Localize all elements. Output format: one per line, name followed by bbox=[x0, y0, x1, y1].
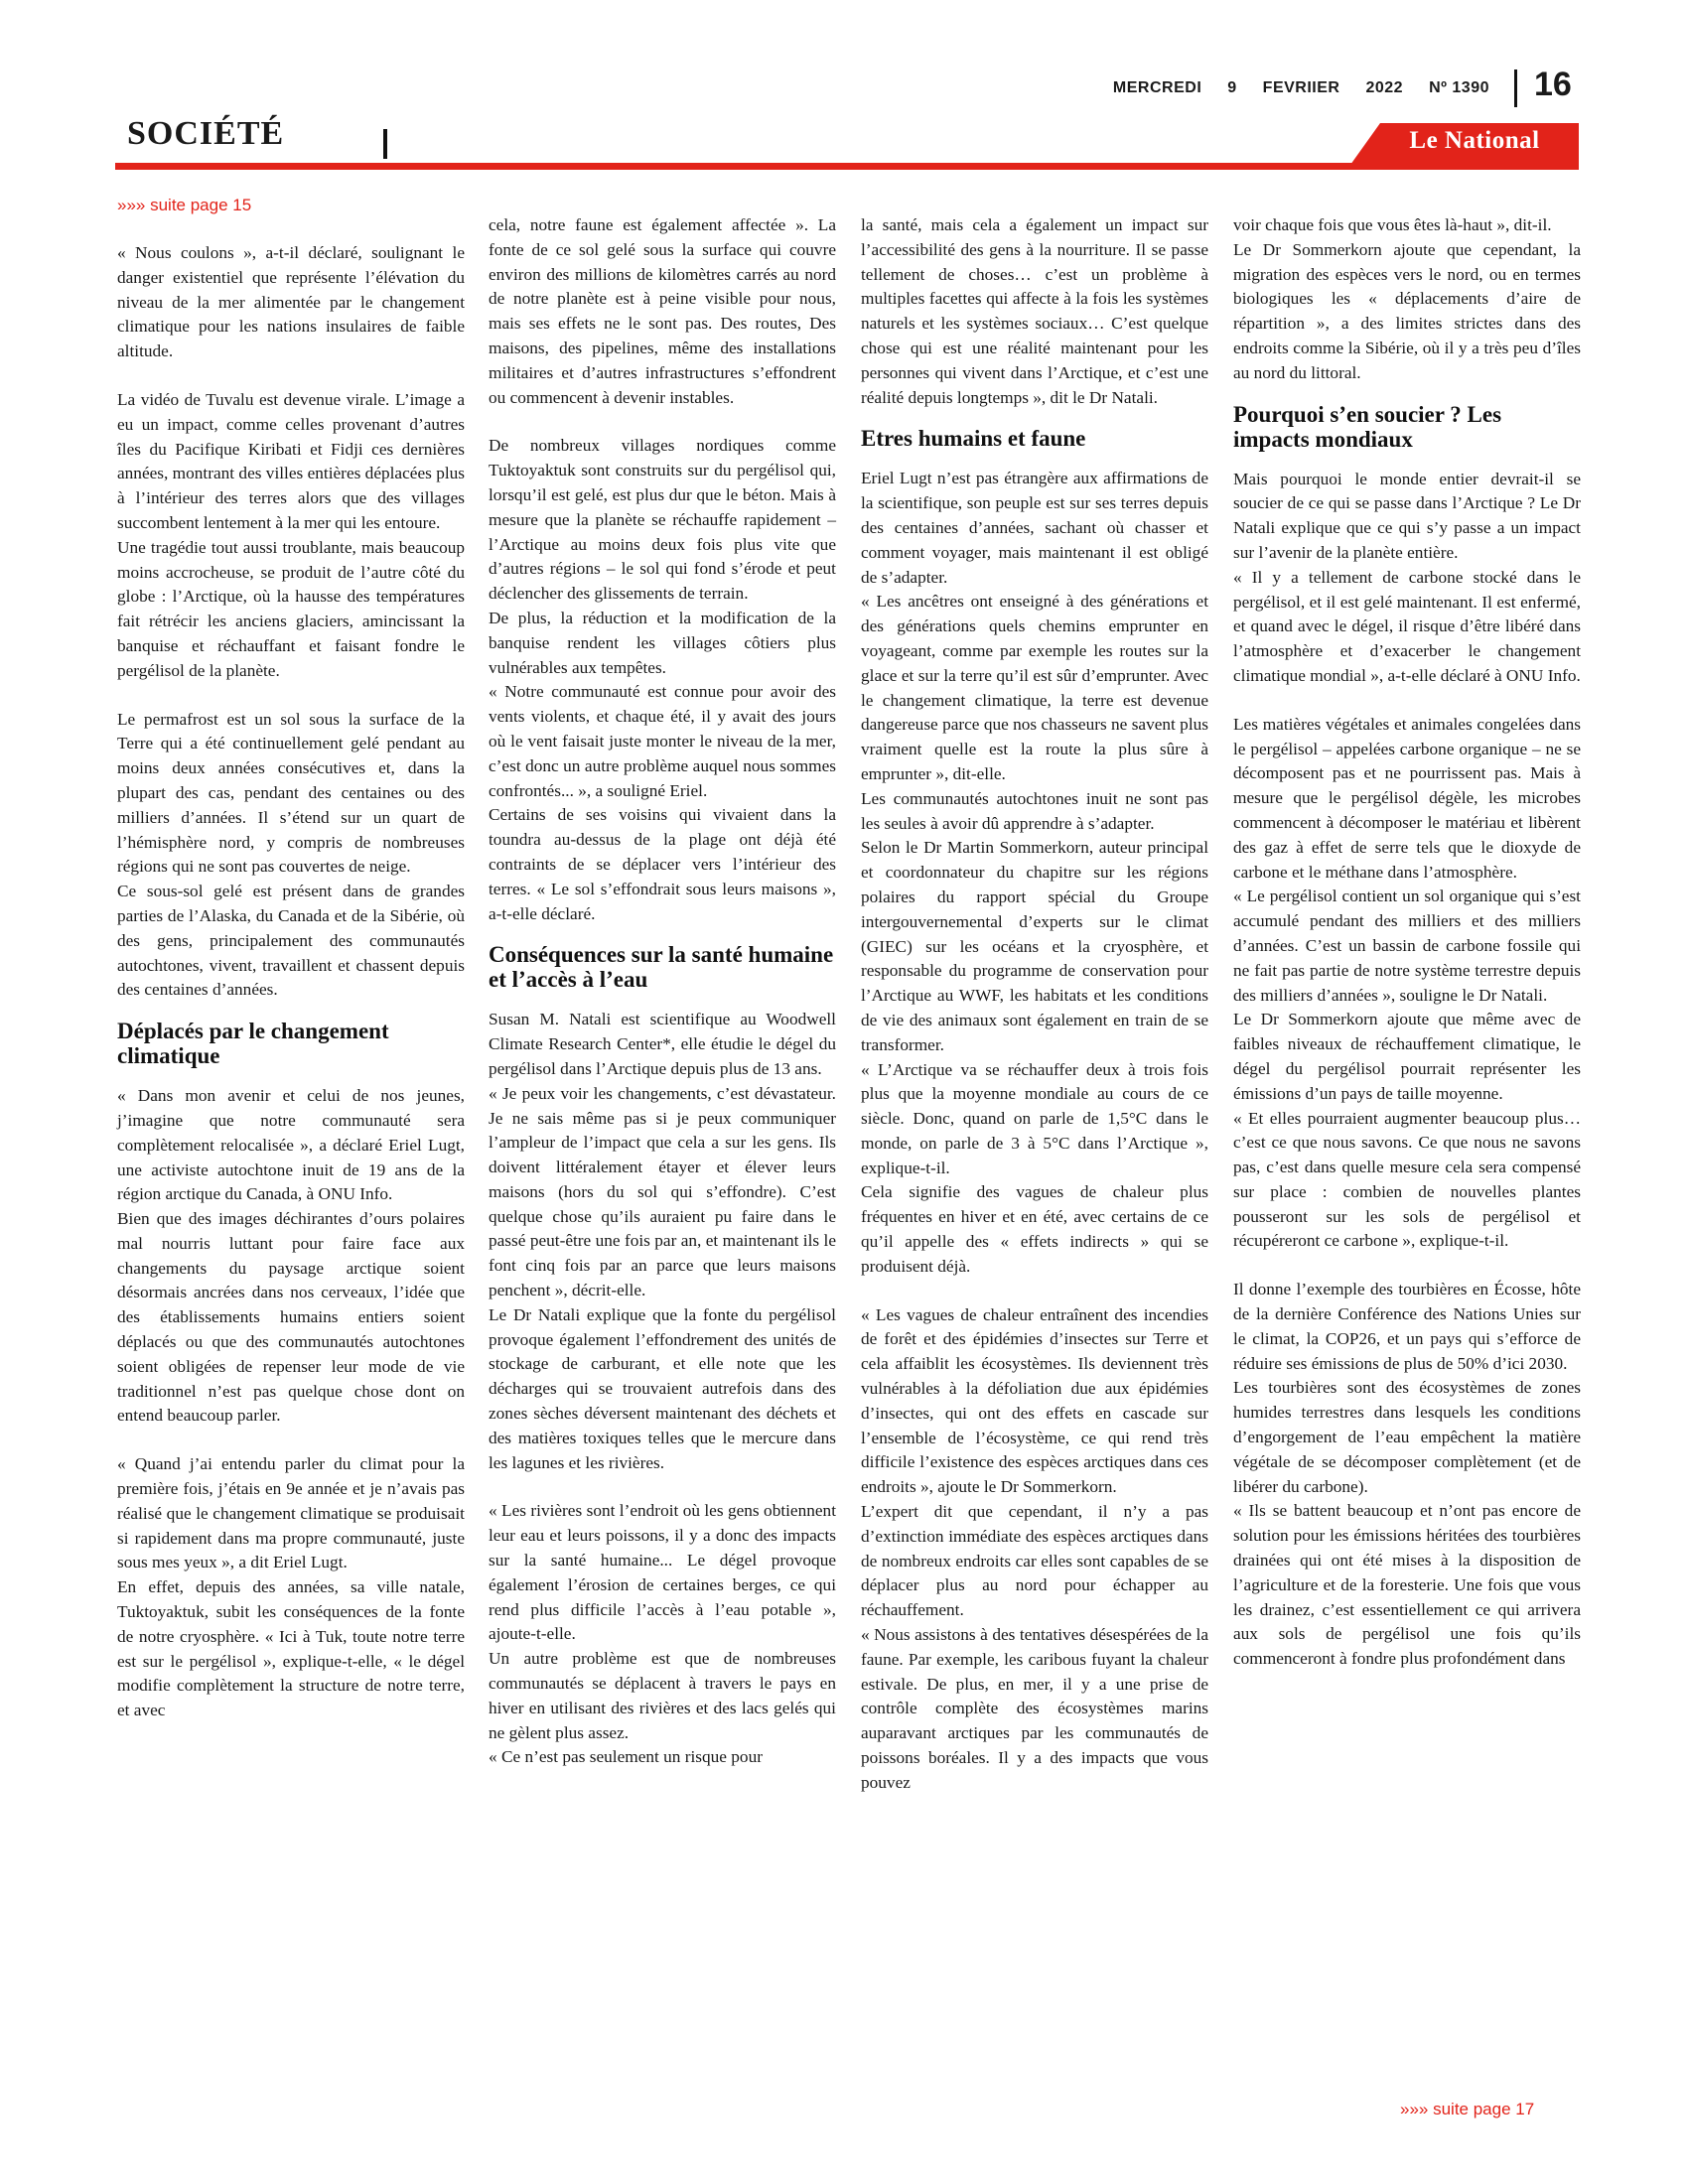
issue-month: FEVRIIER bbox=[1262, 79, 1340, 96]
paragraph: « Quand j’ai entendu parler du climat pour la première fois, j’étais en 9e année et je n’avais pas réalisé que le changement climatique se produisait si rapidement dans ma propre communauté, juste sous mes yeux », a dit Eriel Lugt. bbox=[117, 1454, 465, 1572]
paragraph: Les matières végétales et animales congelées dans le pergélisol – appelées carbone organique – ne se décomposent pas et ne pourrissent pas. Mais à mesure que le pergélisol dégèle, les microbes commencent à décomposer le matériau et libèrent des gaz à effet de serre tels que le dioxyde de carbone et le méthane dans l’atmosphère. bbox=[1233, 714, 1581, 882]
paragraph: L’expert dit que cependant, il n’y a pas d’extinction immédiate des espèces arctiques dans de nombreux endroits car elles sont capables de se déplacer plus au nord pour échapper au réchauffement. bbox=[861, 1502, 1208, 1620]
paragraph: En effet, depuis des années, sa ville natale, Tuktoyaktuk, subit les conséquences de la fonte de notre cryosphère. « Ici à Tuk, toute notre terre est sur le pergélisol », explique-t-elle, « le dégel modifie complètement la structure de notre terre, et avec bbox=[117, 1577, 465, 1720]
header-red-rule bbox=[115, 163, 1579, 170]
issue-date-line bbox=[993, 79, 1489, 97]
paragraph: « Les vagues de chaleur entraînent des incendies de forêt et des épidémies d’insectes sur Terre et cela affaiblit les écosystèmes. Ils deviennent très vulnérables à la défoliation due aux épidémies d’insectes, qui ont des effets en cascade sur l’ensemble de l’écosystème, ce qui rend très difficile l’existence des espèces arctiques dans ces endroits », ajoute le Dr Sommerkorn. bbox=[861, 1304, 1208, 1497]
paragraph: « Les rivières sont l’endroit où les gens obtiennent leur eau et leurs poissons, il y a donc des impacts sur la santé humaine... Le dégel provoque également l’érosion de certaines berges, ce qui rend plus difficile l’accès à l’eau potable », ajoute-t-elle. bbox=[489, 1501, 836, 1644]
paragraph: « Ce n’est pas seulement un risque pour bbox=[489, 1747, 763, 1767]
paragraph: Les communautés autochtones inuit ne sont pas les seules à avoir dû apprendre à s’adapter. bbox=[861, 788, 1208, 833]
paragraph: Une tragédie tout aussi troublante, mais beaucoup moins accrocheuse, se produit de l’autre côté du globe : l’Arctique, où la hausse des températures fait rétrécir les anciens glaciers, amincissant la banquise et réchauffant et faisant fondre le pergélisol de la planète. bbox=[117, 537, 465, 680]
paragraph: Les tourbières sont des écosystèmes de zones humides terrestres dans lesquels les conditions d’engorgement de l’eau empêchent la matière végétale de se décomposer complètement (et de libérer du carbone). bbox=[1233, 1378, 1581, 1496]
paragraph: La vidéo de Tuvalu est devenue virale. L’image a eu un impact, comme celles provenant d’autres îles du Pacifique Kiribati et Fidji ces dernières années, montrant des villes entières déplacées plus à l’intérieur des terres alors que des villages succombent lentement à la mer qui les entoure. bbox=[117, 389, 465, 532]
article-column-2 bbox=[489, 213, 836, 1770]
paragraph: Cela signifie des vagues de chaleur plus fréquentes en hiver et en été, avec certains de ce qu’il appelle des « effets indirects » qui se produisent déjà. bbox=[861, 1182, 1208, 1276]
paragraph: cela, notre faune est également affectée ». La fonte de ce sol gelé sous la surface qui couvre environ des millions de kilomètres carrés au nord de notre planète est à peine visible pour nous, mais ses effets ne le sont pas. Des routes, Des maisons, des pipelines, même des installations militaires et d’autres infrastructures s’effondrent ou commencent à devenir instables. bbox=[489, 215, 836, 407]
paragraph: voir chaque fois que vous êtes là-haut », dit-il. bbox=[1233, 215, 1552, 234]
continued-from-link: »»» suite page 15 bbox=[117, 196, 252, 214]
issue-year: 2022 bbox=[1365, 79, 1404, 96]
subheading: Déplacés par le changement climatique bbox=[117, 1019, 389, 1069]
paragraph: « Nous assistons à des tentatives désespérées de la faune. Par exemple, les caribous fuyant la chaleur estivale. De plus, en mer, il y a une prise de contrôle complète des écosystèmes marins auparavant arctiques par les communautés de poissons boréales. Il y a des impacts que vous pouvez bbox=[861, 1625, 1208, 1792]
section-title: SOCIÉTÉ bbox=[127, 115, 285, 152]
paragraph: Le Dr Sommerkorn ajoute que cependant, la migration des espèces vers le nord, ou en termes biologiques les « déplacements d’aire de répartition », a des limites strictes dans des endroits comme la Sibérie, où il y a très peu d’îles au nord du littoral. bbox=[1233, 239, 1581, 382]
paragraph: « Notre communauté est connue pour avoir des vents violents, et chaque été, il y avait des jours où le vent faisait juste monter le niveau de la mer, c’est donc un autre problème auquel nous sommes confrontés... », a souligné Eriel. bbox=[489, 682, 836, 800]
page-number: 16 bbox=[1534, 66, 1572, 103]
paragraph: Certains de ses voisins qui vivaient dans la toundra au-dessus de la plage ont déjà été contraints de se déplacer vers l’intérieur des terres. « Le sol s’effondrait sous leurs maisons », a-t-elle déclaré. bbox=[489, 805, 836, 923]
page-number-divider bbox=[1514, 69, 1517, 107]
issue-day: MERCREDI bbox=[1112, 79, 1202, 96]
paragraph: « Le pergélisol contient un sol organique qui s’est accumulé pendant des milliers et des milliers d’années. C’est un bassin de carbone fossile qui ne fait pas partie de notre système terrestre depuis des milliers d’années », souligne le Dr Natali. bbox=[1233, 887, 1581, 1005]
brand-logo-text: Le National bbox=[1409, 127, 1540, 154]
subheading: Conséquences sur la santé humaine et l’accès à l’eau bbox=[489, 942, 834, 993]
paragraph: Ce sous-sol gelé est présent dans de grandes parties de l’Alaska, du Canada et de la Sibérie, où des gens, principalement des communautés autochtones, vivent, travaillent et chassent depuis des centaines d’années. bbox=[117, 882, 465, 1000]
article-column-3 bbox=[861, 213, 1208, 1796]
paragraph: Mais pourquoi le monde entier devrait-il se soucier de ce qui se passe dans l’Arctique ? Le Dr Natali explique que ce qui s’y passe a un impact sur l’avenir de la planète entière. bbox=[1233, 469, 1581, 562]
paragraph: « Les ancêtres ont enseigné à des générations et des générations quels chemins emprunter en voyageant, comme par exemple les routes sur la glace et sur la terre qu’il est sûr d’emprunter. Avec le changement climatique, la terre est devenue dangereuse parce que nos chasseurs ne savent plus vraiment quelle est la route la plus sûre à emprunter », dit-elle. bbox=[861, 592, 1208, 783]
paragraph: « Il y a tellement de carbone stocké dans le pergélisol, et il est gelé maintenant. Il est enfermé, et quand avec le dégel, il risque d’être libéré dans l’atmosphère et d’exacerber le changement climatique mondial », a-t-elle déclaré à ONU Info. bbox=[1233, 567, 1581, 685]
article-column-1 bbox=[117, 241, 465, 1723]
paragraph: « L’Arctique va se réchauffer deux à trois fois plus que la moyenne mondiale au cours de ce siècle. Donc, quand on parle de 1,5°C dans le monde, on parle de 3 à 5°C dans l’Arctique », explique-t-il. bbox=[861, 1059, 1208, 1177]
issue-number: Nº 1390 bbox=[1429, 79, 1489, 96]
subheading: Etres humains et faune bbox=[861, 426, 1086, 452]
article-column-4 bbox=[1233, 213, 1581, 1672]
section-divider bbox=[383, 129, 387, 159]
paragraph: Un autre problème est que de nombreuses communautés se déplacent à travers le pays en hiver en utilisant des rivières et des lacs gelés qui ne gèlent plus assez. bbox=[489, 1649, 836, 1742]
paragraph: Bien que des images déchirantes d’ours polaires mal nourris luttant pour faire face aux changements du paysage arctique soient désormais ancrées dans nos cerveaux, l’idée que des établissements humains entiers soient déplacés ou que des communautés autochtones soient obligées de repenser leur mode de vie traditionnel n’est pas quelque chose dont on entend beaucoup parler. bbox=[117, 1209, 465, 1426]
continued-on-link: »»» suite page 17 bbox=[1400, 2100, 1535, 2118]
paragraph: Selon le Dr Martin Sommerkorn, auteur principal et coordonnateur du chapitre sur les régions polaires du rapport spécial du Groupe intergouvernemental d’experts sur le climat (GIEC) sur les océans et la cryosphère, et responsable du programme de conservation pour l’Arctique au WWF, les habitats et les conditions de vie des animaux sont également en train de se transformer. bbox=[861, 838, 1208, 1054]
paragraph: « Nous coulons », a-t-il déclaré, soulignant le danger existentiel que représente l’élévation du niveau de la mer alimentée par le changement climatique pour les nations insulaires de faible altitude. bbox=[117, 243, 465, 361]
paragraph: De plus, la réduction et la modification de la banquise rendent les villages côtiers plus vulnérables aux tempêtes. bbox=[489, 608, 836, 677]
paragraph: « Dans mon avenir et celui de nos jeunes, j’imagine que notre communauté sera complètement relocalisée », a déclaré Eriel Lugt, une activiste autochtone inuit de 19 ans de la région arctique du Canada, à ONU Info. bbox=[117, 1086, 465, 1204]
paragraph: Eriel Lugt n’est pas étrangère aux affirmations de la scientifique, son peuple est sur ses terres depuis des centaines d’années, sachant où chasser et comment voyager, mais maintenant il est obligé de s’adapter. bbox=[861, 469, 1208, 587]
paragraph: « Et elles pourraient augmenter beaucoup plus… c’est ce que nous savons. Ce que nous ne savons pas, c’est dans quelle mesure cela sera compensé sur place : combien de nouvelles plantes pousseront sur les sols de pergélisol et récupéreront ce carbone », explique-t-il. bbox=[1233, 1108, 1581, 1251]
issue-date-number: 9 bbox=[1227, 79, 1237, 96]
paragraph: De nombreux villages nordiques comme Tuktoyaktuk sont construits sur du pergélisol qui, lorsqu’il est gelé, est plus dur que le béton. Mais à mesure que la planète se réchauffe rapidement – l’Arctique au moins deux fois plus vite que d’autres régions – le sol qui fond s’érode et peut déclencher des glissements de terrain. bbox=[489, 436, 836, 604]
paragraph: Le Dr Natali explique que la fonte du pergélisol provoque également l’effondrement des unités de stockage de carburant, et elle note que les décharges qui se trouvaient autrefois dans des zones sèches déversent maintenant des déchets et des matières toxiques telles que le mercure dans les lagunes et les rivières. bbox=[489, 1304, 836, 1472]
subheading: Pourquoi s’en soucier ? Les impacts mondiaux bbox=[1233, 401, 1502, 452]
paragraph: « Je peux voir les changements, c’est dévastateur. Je ne sais même pas si je peux communiquer l’ampleur de l’impact que cela a sur les gens. Ils doivent littéralement étayer et élever leurs maisons (hors du sol qui s’effondre). C’est quelque chose qu’ils auraient pu faire dans le passé peut-être une fois par an, et maintenant ils le font cinq fois par an parce que leurs maisons penchent », décrit-elle. bbox=[489, 1083, 836, 1300]
paragraph: la santé, mais cela a également un impact sur l’accessibilité des gens à la nourriture. Il se passe tellement de choses… c’est un problème à multiples facettes qui affecte à la fois les systèmes naturels et les systèmes sociaux… C’est quelque chose qui est une réalité maintenant pour les personnes qui vivent dans l’Arctique, et c’est une réalité depuis longtemps », dit le Dr Natali. bbox=[861, 215, 1208, 407]
paragraph: Le Dr Sommerkorn ajoute que même avec de faibles niveaux de réchauffement climatique, le dégel du pergélisol pourrait représenter les émissions d’un pays de taille moyenne. bbox=[1233, 1010, 1581, 1103]
paragraph: « Ils se battent beaucoup et n’ont pas encore de solution pour les émissions héritées des tourbières drainées qui ont été mises à la disposition de l’agriculture et de la foresterie. Une fois que vous les drainez, c’est essentiellement ce qui arrivera aux sols de pergélisol une fois qu’ils commenceront à fondre plus profondément dans bbox=[1233, 1501, 1581, 1669]
paragraph: Susan M. Natali est scientifique au Woodwell Climate Research Center*, elle étudie le dégel du pergélisol dans l’Arctique depuis plus de 13 ans. bbox=[489, 1010, 836, 1078]
paragraph: Il donne l’exemple des tourbières en Écosse, hôte de la dernière Conférence des Nations Unies sur le climat, la COP26, et un pays qui s’efforce de réduire ses émissions de plus de 50% d’ici 2030. bbox=[1233, 1280, 1581, 1373]
paragraph: Le permafrost est un sol sous la surface de la Terre qui a été continuellement gelé pendant au moins deux années consécutives et, dans la plupart des cas, pendant des centaines ou des milliers d’années. Il s’étend sur un quart de l’hémisphère nord, y compris de nombreuses régions qui ne sont pas couvertes de neige. bbox=[117, 709, 465, 877]
